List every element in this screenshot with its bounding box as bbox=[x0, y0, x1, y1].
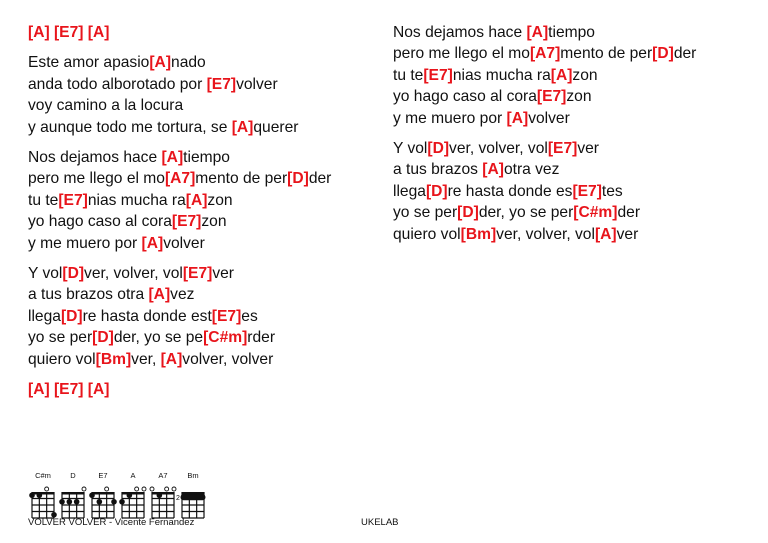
lyric-text: otra vez bbox=[503, 161, 560, 179]
chord-label: [A] bbox=[148, 286, 171, 304]
chord-label: [D] bbox=[287, 170, 309, 188]
lyric-text: nado bbox=[171, 54, 206, 72]
lyric-text: querer bbox=[253, 118, 299, 136]
lyric-text: zon bbox=[207, 191, 233, 209]
chord-label: [E7] bbox=[423, 66, 453, 84]
lyrics-column-right bbox=[393, 22, 753, 245]
stanza bbox=[28, 147, 378, 254]
lyric-line bbox=[393, 202, 753, 223]
lyric-line bbox=[28, 22, 378, 43]
lyric-line bbox=[393, 224, 753, 245]
lyric-line bbox=[28, 117, 378, 138]
lyric-text: der bbox=[673, 45, 697, 63]
lyric-line bbox=[28, 168, 378, 189]
lyric-line bbox=[28, 306, 378, 327]
lyric-text: der, yo se pe bbox=[113, 329, 204, 347]
chord-label: [A7] bbox=[529, 45, 561, 63]
chord-label: [D] bbox=[425, 182, 448, 200]
lyric-text: ver, bbox=[131, 350, 161, 368]
open-string-mark bbox=[150, 487, 154, 491]
lyric-text: ver, volver, vol bbox=[496, 225, 595, 243]
open-string-mark bbox=[135, 487, 139, 491]
chord-label: [D] bbox=[427, 140, 450, 158]
lyric-text: yo se per bbox=[393, 204, 458, 222]
chord-diagram bbox=[148, 471, 178, 520]
chord-label: [E7] bbox=[572, 182, 602, 200]
lyric-text: tiempo bbox=[548, 24, 595, 41]
chord-label: [A] bbox=[149, 54, 172, 72]
lyric-text: mento de per bbox=[560, 45, 653, 63]
lyric-text: volver, volver bbox=[182, 350, 274, 368]
chord-label: [A] [E7] [A] bbox=[28, 381, 110, 399]
stanza-gap bbox=[28, 43, 378, 52]
lyric-text: quiero vol bbox=[393, 225, 461, 243]
lyric-line bbox=[393, 108, 753, 129]
fretboard-nut bbox=[92, 492, 114, 495]
chord-label: [D] bbox=[92, 329, 114, 347]
lyric-text: voy camino a la locura bbox=[28, 97, 184, 115]
lyric-line bbox=[393, 22, 753, 43]
chord-diagram-name: C#m bbox=[35, 471, 51, 480]
lyric-text: ver bbox=[212, 265, 234, 283]
lyric-text: yo se per bbox=[28, 329, 93, 347]
lyric-text: yo hago caso al cora bbox=[28, 213, 172, 231]
chord-label: [Bm] bbox=[95, 350, 132, 368]
finger-dot bbox=[127, 492, 133, 498]
fretboard-nut bbox=[182, 492, 204, 495]
chord-label: [E7] bbox=[536, 88, 567, 106]
finger-dot bbox=[97, 499, 103, 505]
lyric-text: nias mucha ra bbox=[87, 191, 186, 209]
lyric-text: mento de per bbox=[195, 170, 288, 188]
chord-label: [C#m] bbox=[573, 204, 618, 222]
lyric-text: yo hago caso al cora bbox=[393, 88, 537, 106]
lyric-text: der bbox=[308, 170, 332, 188]
lyric-text: ver bbox=[577, 140, 599, 158]
fretboard-icon bbox=[58, 480, 90, 520]
lyric-line bbox=[28, 327, 378, 348]
chord-label: [A] bbox=[506, 109, 529, 127]
chord-label: [E7] bbox=[206, 75, 237, 93]
chord-label: [E7] bbox=[211, 307, 242, 325]
stanza-gap bbox=[28, 254, 378, 263]
chord-label: [A] [E7] [A] bbox=[28, 24, 110, 41]
lyric-text: tes bbox=[601, 182, 623, 200]
fretboard-icon bbox=[88, 480, 120, 520]
finger-dot bbox=[119, 499, 125, 505]
lyric-text: Y vol bbox=[28, 265, 63, 283]
lyric-text: zon bbox=[572, 66, 598, 84]
chord-label: [E7] bbox=[58, 191, 88, 209]
chord-label: [E7] bbox=[547, 140, 578, 158]
chord-label: [A] bbox=[231, 118, 254, 136]
lyric-text: Nos dejamos hace bbox=[28, 149, 162, 167]
stanza-gap bbox=[28, 138, 378, 147]
lyric-line bbox=[28, 52, 378, 73]
chord-label: [A7] bbox=[164, 170, 196, 188]
lyric-text: der, yo se per bbox=[478, 204, 574, 222]
chord-label: [D] bbox=[457, 204, 479, 222]
lyric-line bbox=[393, 159, 753, 180]
open-string-mark bbox=[82, 487, 86, 491]
lyric-text: re hasta donde es bbox=[447, 182, 573, 200]
lyric-line bbox=[28, 379, 378, 400]
chord-label: [A] bbox=[482, 161, 504, 179]
lyric-text: der bbox=[617, 204, 641, 222]
finger-dot bbox=[74, 499, 80, 505]
chord-label: [E7] bbox=[182, 265, 213, 283]
lyric-text: Y vol bbox=[393, 140, 428, 158]
chord-label: [A] bbox=[594, 225, 617, 243]
chord-label: [D] bbox=[62, 265, 85, 283]
chord-diagram-name: D bbox=[70, 471, 76, 480]
chord-diagram-name: A bbox=[130, 471, 136, 480]
chord-label: [Bm] bbox=[460, 225, 497, 243]
fretboard-nut bbox=[152, 492, 174, 495]
lyric-text: pero me llego el mo bbox=[28, 170, 165, 188]
finger-dot bbox=[67, 499, 73, 505]
chord-diagram-name: E7 bbox=[98, 471, 108, 480]
open-string-mark bbox=[105, 487, 109, 491]
lyric-line bbox=[28, 74, 378, 95]
lyric-line bbox=[393, 181, 753, 202]
chord-label: [A] bbox=[160, 350, 183, 368]
lyric-text: es bbox=[241, 307, 258, 325]
lyric-text: Este amor apasio bbox=[28, 54, 150, 72]
lyric-text: rder bbox=[247, 329, 276, 347]
lyric-line bbox=[28, 349, 378, 370]
lyric-text: a tus brazos bbox=[393, 161, 483, 179]
lyric-text: a tus brazos otra bbox=[28, 286, 149, 304]
lyric-text: volver bbox=[236, 75, 278, 93]
lyric-line bbox=[28, 263, 378, 284]
chord-label: [A] bbox=[526, 24, 549, 41]
chord-diagram bbox=[58, 471, 88, 520]
lyric-text: volver bbox=[163, 234, 205, 252]
lyric-text: re hasta donde est bbox=[82, 307, 212, 325]
lyric-text: anda todo alborotado por bbox=[28, 75, 207, 93]
lyric-text: pero me llego el mo bbox=[393, 45, 530, 63]
stanza-gap bbox=[393, 129, 753, 138]
chord-label: [C#m] bbox=[203, 329, 248, 347]
finger-dot bbox=[37, 492, 43, 498]
lyric-line bbox=[28, 211, 378, 232]
lyric-text: llega bbox=[393, 182, 426, 200]
fretboard-nut bbox=[62, 492, 84, 495]
open-string-mark bbox=[45, 487, 49, 491]
lyric-text: zon bbox=[201, 213, 227, 231]
lyric-line bbox=[28, 95, 378, 116]
stanza bbox=[28, 22, 378, 43]
lyrics-column-left bbox=[28, 22, 378, 401]
chord-label: [A] bbox=[141, 234, 164, 252]
finger-dot bbox=[59, 499, 65, 505]
brand-footer: UKELAB bbox=[361, 517, 399, 528]
chord-diagram bbox=[88, 471, 118, 520]
lyric-text: Nos dejamos hace bbox=[393, 24, 527, 41]
finger-dot bbox=[29, 492, 35, 498]
song-title-footer: VOLVER VOLVER - Vicente Fernandez bbox=[28, 517, 195, 528]
chord-diagram bbox=[178, 471, 208, 520]
lyric-text: ver bbox=[616, 225, 639, 243]
chord-label: [D] bbox=[652, 45, 674, 63]
stanza-gap bbox=[28, 370, 378, 379]
lyric-text: y me muero por bbox=[393, 109, 507, 127]
stanza bbox=[393, 22, 753, 129]
chord-label: [A] bbox=[161, 149, 184, 167]
lyric-text: tiempo bbox=[183, 149, 230, 167]
lyric-line bbox=[28, 233, 378, 254]
lyric-line bbox=[393, 43, 753, 64]
fretboard-nut bbox=[122, 492, 144, 495]
lyric-line bbox=[393, 65, 753, 86]
open-string-mark bbox=[142, 487, 146, 491]
lyric-text: zon bbox=[566, 88, 592, 106]
lyric-text: y me muero por bbox=[28, 234, 142, 252]
lyric-text: tu te bbox=[28, 191, 59, 209]
fretboard-icon bbox=[28, 480, 60, 520]
lyric-text: volver bbox=[528, 109, 570, 127]
lyric-text: nias mucha ra bbox=[452, 66, 551, 84]
lyric-line bbox=[28, 147, 378, 168]
chord-label: [A] bbox=[185, 191, 208, 209]
lyric-text: quiero vol bbox=[28, 350, 96, 368]
open-string-mark bbox=[165, 487, 169, 491]
finger-dot bbox=[111, 499, 117, 505]
barre-mark bbox=[181, 494, 206, 500]
stanza bbox=[393, 138, 753, 245]
chord-diagram-name: A7 bbox=[158, 471, 168, 480]
lyric-line bbox=[28, 190, 378, 211]
stanza bbox=[28, 379, 378, 400]
fretboard-nut bbox=[32, 492, 54, 495]
stanza bbox=[28, 263, 378, 370]
lyric-text: llega bbox=[28, 307, 61, 325]
chord-diagram-name: Bm bbox=[187, 471, 199, 480]
lyric-text: tu te bbox=[393, 66, 424, 84]
open-string-mark bbox=[172, 487, 176, 491]
fretboard-icon bbox=[118, 480, 150, 520]
finger-dot bbox=[89, 492, 95, 498]
lyric-text: vez bbox=[170, 286, 195, 304]
lyric-line bbox=[393, 138, 753, 159]
chord-label: [A] bbox=[550, 66, 573, 84]
stanza bbox=[28, 52, 378, 138]
lyric-line bbox=[393, 86, 753, 107]
finger-dot bbox=[157, 492, 163, 498]
chord-label: [E7] bbox=[171, 213, 202, 231]
fretboard-icon bbox=[178, 480, 210, 520]
lyric-text: ver, volver, vol bbox=[449, 140, 548, 158]
chord-label: [D] bbox=[60, 307, 83, 325]
lyric-text: y aunque todo me tortura, se bbox=[28, 118, 232, 136]
lyric-line bbox=[28, 284, 378, 305]
fret-position-label: 2 bbox=[176, 495, 180, 502]
lyric-text: ver, volver, vol bbox=[84, 265, 183, 283]
chord-diagram bbox=[28, 471, 58, 520]
chord-diagram bbox=[118, 471, 148, 520]
